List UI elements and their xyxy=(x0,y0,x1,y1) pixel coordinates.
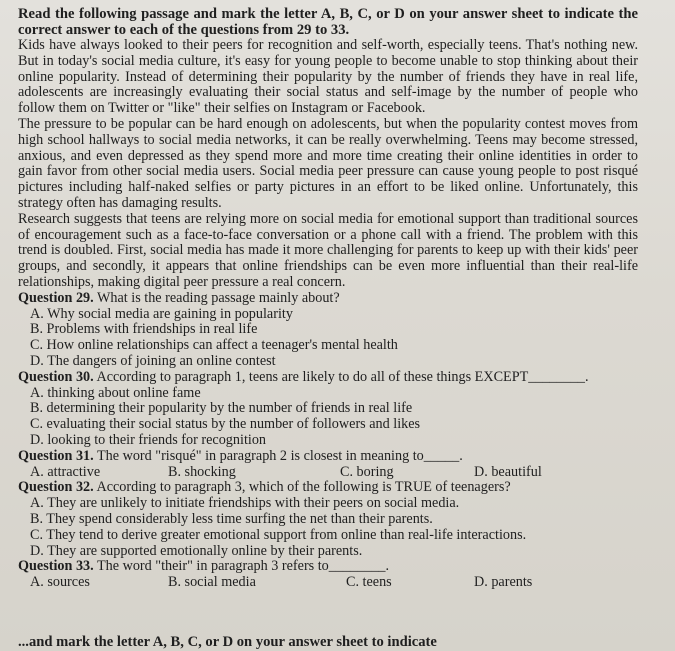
option-b: B. Problems with friendships in real life xyxy=(30,321,258,338)
instruction: Read the following passage and mark the letter A, B, C, or D on your answer sheet to indicate the correct answer to each of the questions from 29 to 33. xyxy=(18,6,638,38)
options-row xyxy=(18,465,638,481)
question-label: Question 32. xyxy=(18,479,94,496)
question-stem: According to paragraph 1, teens are likely to do all of these things EXCEPT________. xyxy=(93,368,589,385)
option-d: D. They are supported emotionally online by their parents. xyxy=(30,542,363,559)
question-32 xyxy=(18,480,638,559)
paragraph-3: Research suggests that teens are relying more on social media for emotional support than traditional sources of encouragement such as a face-to-face conversation or a phone call with a friend. The problem with this trend is doubled. First, social media has made it more challenging for parents to keep up with their kids' peer groups, and secondly, it appears that online friendships can be even more influential than their real-life relationships, making digital peer pressure a real concern. xyxy=(18,210,638,290)
question-29 xyxy=(18,291,638,370)
question-label: Question 29. xyxy=(18,289,94,306)
question-30 xyxy=(18,370,638,449)
option-a: A. thinking about online fame xyxy=(30,384,201,401)
option-b: B. social media xyxy=(168,574,256,591)
option-b: B. determining their popularity by the number of friends in real life xyxy=(30,400,413,417)
option-c: C. boring xyxy=(340,463,394,480)
exam-text xyxy=(18,6,638,591)
option-c: C. They tend to derive greater emotional support from online than real-life interactions. xyxy=(30,526,527,543)
option-c: C. evaluating their social status by the number of followers and likes xyxy=(30,416,421,433)
paragraph-1: Kids have always looked to their peers for recognition and self-worth, especially teens. That's nothing new. But in today's social media culture, it's easy for young people to become unable to stop thinking about their online popularity. Instead of determining their popularity by the number of friends they have in real life, adolescents are increasingly evaluating their social status and self-image by the number of people who follow them on Twitter or "like" their selfies on Instagram or Facebook. xyxy=(18,37,638,117)
option-d: D. looking to their friends for recognition xyxy=(30,431,267,448)
option-c: C. teens xyxy=(346,574,392,591)
question-label: Question 31. xyxy=(18,447,94,464)
option-d: D. beautiful xyxy=(474,463,542,480)
option-a: A. sources xyxy=(30,574,90,591)
question-label: Question 30. xyxy=(18,368,94,385)
option-a: A. attractive xyxy=(30,463,101,480)
option-b: B. They spend considerably less time surfing the net than their parents. xyxy=(30,510,433,527)
option-a: A. Why social media are gaining in popularity xyxy=(30,305,293,322)
question-label: Question 33. xyxy=(18,558,94,575)
option-c: C. How online relationships can affect a teenager's mental health xyxy=(30,337,398,354)
question-stem: The word "their" in paragraph 3 refers to________. xyxy=(93,558,390,575)
option-d: D. parents xyxy=(474,574,533,591)
question-stem: According to paragraph 3, which of the following is TRUE of teenagers? xyxy=(93,479,511,496)
question-31 xyxy=(18,449,638,481)
next-instruction-cut: ...and mark the letter A, B, C, or D on your answer sheet to indicate xyxy=(18,634,437,650)
question-33 xyxy=(18,559,638,591)
question-stem: What is the reading passage mainly about? xyxy=(93,289,340,306)
option-b: B. shocking xyxy=(168,463,236,480)
option-d: D. The dangers of joining an online contest xyxy=(30,352,276,369)
paragraph-2: The pressure to be popular can be hard enough on adolescents, but when the popularity contest moves from high school hallways to social media networks, it can be really overwhelming. Teens may become stressed, anxious, and even depressed as they spend more and more time creating their online identities in order to gain favor from other social media users. Social media peer pressure can cause young people to post risqué pictures including half-naked selfies or party pictures in an effort to be liked online. Unfortunately, this strategy often has damaging results. xyxy=(18,115,638,211)
question-stem: The word "risqué" in paragraph 2 is closest in meaning to_____. xyxy=(93,447,463,464)
options-row xyxy=(18,575,638,591)
option-a: A. They are unlikely to initiate friendships with their peers on social media. xyxy=(30,495,460,512)
